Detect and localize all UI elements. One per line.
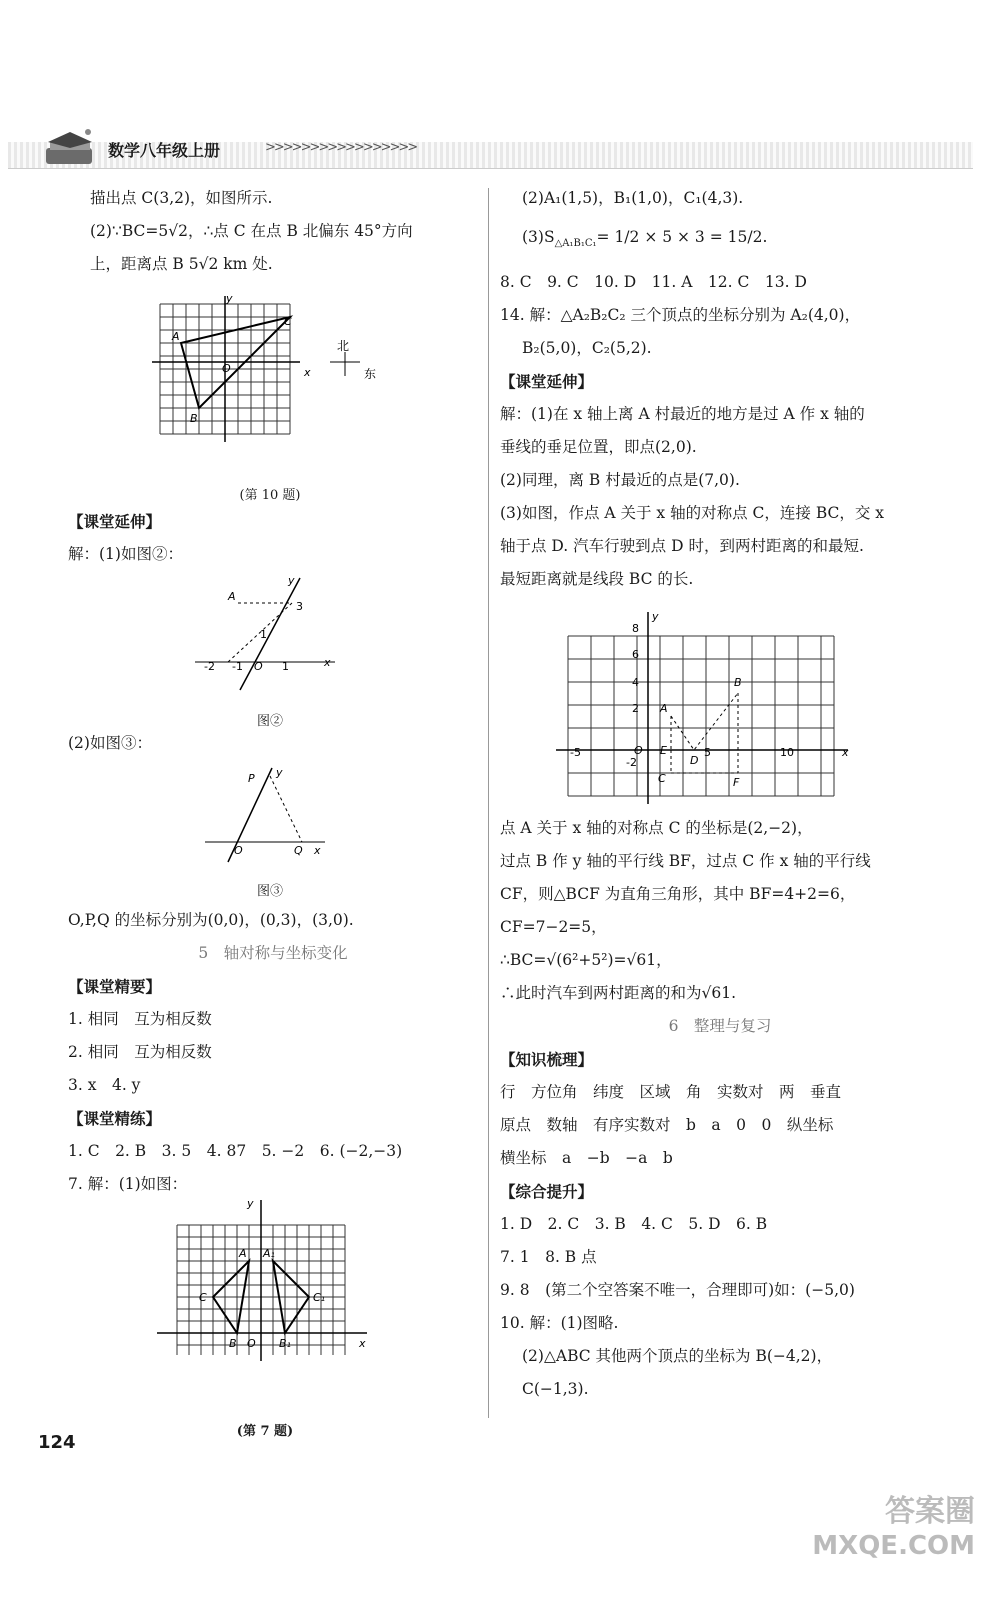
label-y: y: [226, 292, 233, 305]
label-E: E: [660, 744, 667, 757]
text-line: 原点 数轴 有序实数对 b a 0 0 纵坐标: [500, 1116, 834, 1134]
text-line: 轴于点 D. 汽车行驶到点 D 时，到两村距离的和最短.: [500, 537, 864, 556]
label-O: O: [222, 362, 231, 375]
tick-8: 8: [632, 622, 639, 635]
label-A: A: [239, 1247, 247, 1260]
text-line: CF，则△BCF 为直角三角形，其中 BF=4+2=6，: [500, 885, 856, 903]
right-column: [500, 182, 940, 596]
text-line: 10. 解：(1)图略.: [500, 1314, 619, 1332]
label-B: B: [229, 1337, 237, 1350]
label-A: A: [172, 330, 180, 343]
text-line: (2)△ABC 其他两个顶点的坐标为 B(−4,2)，: [522, 1347, 833, 1365]
area-formula-sub: △A₁B₁C₁: [554, 238, 597, 250]
page-header: [0, 128, 995, 180]
figure-3: [200, 762, 340, 867]
label-O: O: [254, 660, 263, 673]
text-line: (2)如图③：: [68, 734, 152, 752]
watermark-line-2: MXQE.COM: [812, 1531, 975, 1561]
text-line: ∴此时汽车到两村距离的和为√61.: [500, 984, 737, 1002]
label-O: O: [234, 844, 243, 857]
header-arrows: >>>>>>>>>>>>>>>>>: [265, 140, 417, 155]
text-line: (2)∵BC=5√2，∴点 C 在点 B 北偏东 45°方向: [90, 222, 413, 240]
text-line: 9. 8 (第二个空答案不唯一，合理即可)如：(−5,0): [500, 1281, 855, 1299]
tick-1: 1: [260, 628, 267, 641]
text-line: 描出点 C(3,2)，如图所示.: [90, 189, 273, 207]
label-A1: A₁: [263, 1247, 275, 1260]
label-P: P: [248, 772, 255, 785]
book-logo-icon: [40, 128, 100, 174]
area-formula: [500, 221, 940, 260]
label-x: x: [324, 656, 331, 669]
text-line: 1. C 2. B 3. 5 4. 87 5. −2 6. (−2,−3): [68, 1142, 403, 1160]
text-line: 行 方位角 纬度 区域 角 实数对 两 垂直: [500, 1083, 842, 1101]
label-x: x: [842, 746, 849, 759]
tick-6: 6: [632, 648, 639, 661]
label-Q: Q: [294, 844, 303, 857]
label-B: B: [734, 676, 742, 689]
text-line: 点 A 关于 x 轴的对称点 C 的坐标是(2,−2)，: [500, 819, 813, 837]
figure-2: [190, 570, 350, 695]
label-x: x: [359, 1337, 366, 1350]
text-line: 解：(1)在 x 轴上离 A 村最近的地方是过 A 作 x 轴的: [500, 405, 865, 424]
label-O: O: [247, 1337, 256, 1350]
watermark: [812, 1495, 975, 1563]
header-title: 数学八年级上册: [108, 141, 221, 160]
tick-10: 10: [780, 746, 794, 759]
section-heading: 【课堂精要】: [68, 977, 162, 996]
text-line: (2)同理，离 B 村最近的点是(7,0).: [500, 471, 740, 490]
watermark-line-1: 答案圈: [885, 1494, 975, 1529]
right-column-2: [500, 812, 940, 1406]
label-D: D: [690, 754, 699, 767]
label-y: y: [288, 574, 295, 587]
label-y: y: [652, 610, 659, 623]
fig10-caption: (第 10 题): [239, 488, 301, 503]
text-line: CF=7−2=5，: [500, 918, 607, 936]
text-line: 3. x 4. y: [68, 1076, 141, 1094]
label-B1: B₁: [279, 1337, 291, 1350]
text-line: 7. 解：(1)如图：: [68, 1175, 188, 1193]
text-line: (3)如图，作点 A 关于 x 轴的对称点 C，连接 BC，交 x: [500, 504, 885, 523]
label-north: 北: [337, 339, 350, 353]
label-C1: C₁: [313, 1291, 326, 1304]
label-x: x: [314, 844, 321, 857]
section-heading: 【课堂延伸】: [500, 372, 594, 392]
fig2-caption: 图②: [256, 714, 283, 729]
text-line: 垂线的垂足位置，即点(2,0).: [500, 438, 697, 457]
figure-10: [150, 292, 390, 472]
text-line: 最短距离就是线段 BC 的长.: [500, 570, 694, 589]
section-heading: 【知识梳理】: [500, 1050, 594, 1069]
tick-4: 4: [632, 676, 639, 689]
left-column-3: [68, 727, 478, 760]
figure-right: [552, 608, 852, 808]
text-line: 上，距离点 B 5√2 km 处.: [90, 255, 273, 273]
label-B: B: [190, 412, 198, 425]
label-C: C: [284, 315, 292, 328]
fig3-caption: 图③: [256, 884, 283, 899]
text-line: 解：(1)如图②：: [68, 545, 183, 563]
label-O: O: [634, 744, 643, 757]
text-line: 横坐标 a −b −a b: [500, 1149, 673, 1167]
text-line: 1. D 2. C 3. B 4. C 5. D 6. B: [500, 1215, 768, 1233]
tick-1-x: 1: [282, 660, 289, 673]
tick-3: 3: [296, 600, 303, 613]
section-title-6: 6 整理与复习: [668, 1017, 772, 1035]
label-y: y: [276, 766, 283, 779]
fig7-caption: (第 7 题): [236, 1424, 294, 1439]
left-column-4: [68, 904, 478, 1201]
text-line: (2)A₁(1,5)，B₁(1,0)，C₁(4,3).: [522, 189, 744, 207]
tick-minus-5: -5: [570, 746, 581, 759]
tick-2: 2: [632, 702, 639, 715]
section-heading: 【课堂延伸】: [68, 512, 162, 531]
label-C: C: [658, 772, 666, 785]
tick-minus-1: -1: [232, 660, 243, 673]
label-x: x: [304, 366, 311, 379]
area-formula-a: (3)S: [522, 228, 555, 246]
text-line: 14. 解：△A₂B₂C₂ 三个顶点的坐标分别为 A₂(4,0)，: [500, 306, 861, 325]
text-line: 7. 1 8. B 点: [500, 1248, 597, 1266]
text-line: O,P,Q 的坐标分别为(0,0)，(0,3)，(3,0).: [68, 911, 354, 929]
text-line: 2. 相同 互为相反数: [68, 1043, 212, 1061]
text-line: 1. 相同 互为相反数: [68, 1010, 212, 1028]
label-y: y: [247, 1197, 254, 1210]
section-heading: 【综合提升】: [500, 1182, 594, 1201]
text-line: 过点 B 作 y 轴的平行线 BF，过点 C 作 x 轴的平行线: [500, 852, 871, 870]
column-divider: [488, 188, 489, 1418]
label-A: A: [660, 702, 668, 715]
label-east: 东: [364, 367, 377, 381]
label-C: C: [199, 1291, 207, 1304]
page-number: 124: [38, 1432, 76, 1453]
left-column-2: [68, 505, 478, 571]
figure-7: [155, 1195, 375, 1365]
text-line: ∴BC=√(6²+5²)=√61，: [500, 951, 672, 969]
left-column: [68, 182, 478, 281]
section-title-5: 5 轴对称与坐标变化: [198, 944, 348, 962]
section-heading: 【课堂精练】: [68, 1109, 162, 1128]
tick-minus-2: -2: [626, 756, 637, 769]
text-line: C(−1,3).: [522, 1380, 589, 1398]
label-F: F: [733, 776, 740, 789]
text-line: 8. C 9. C 10. D 11. A 12. C 13. D: [500, 273, 807, 292]
tick-minus-2: -2: [204, 660, 215, 673]
tick-5: 5: [704, 746, 711, 759]
text-line: B₂(5,0)，C₂(5,2).: [522, 339, 652, 358]
label-A: A: [228, 590, 236, 603]
area-formula-b: = 1/2 × 5 × 3 = 15/2.: [596, 228, 768, 246]
